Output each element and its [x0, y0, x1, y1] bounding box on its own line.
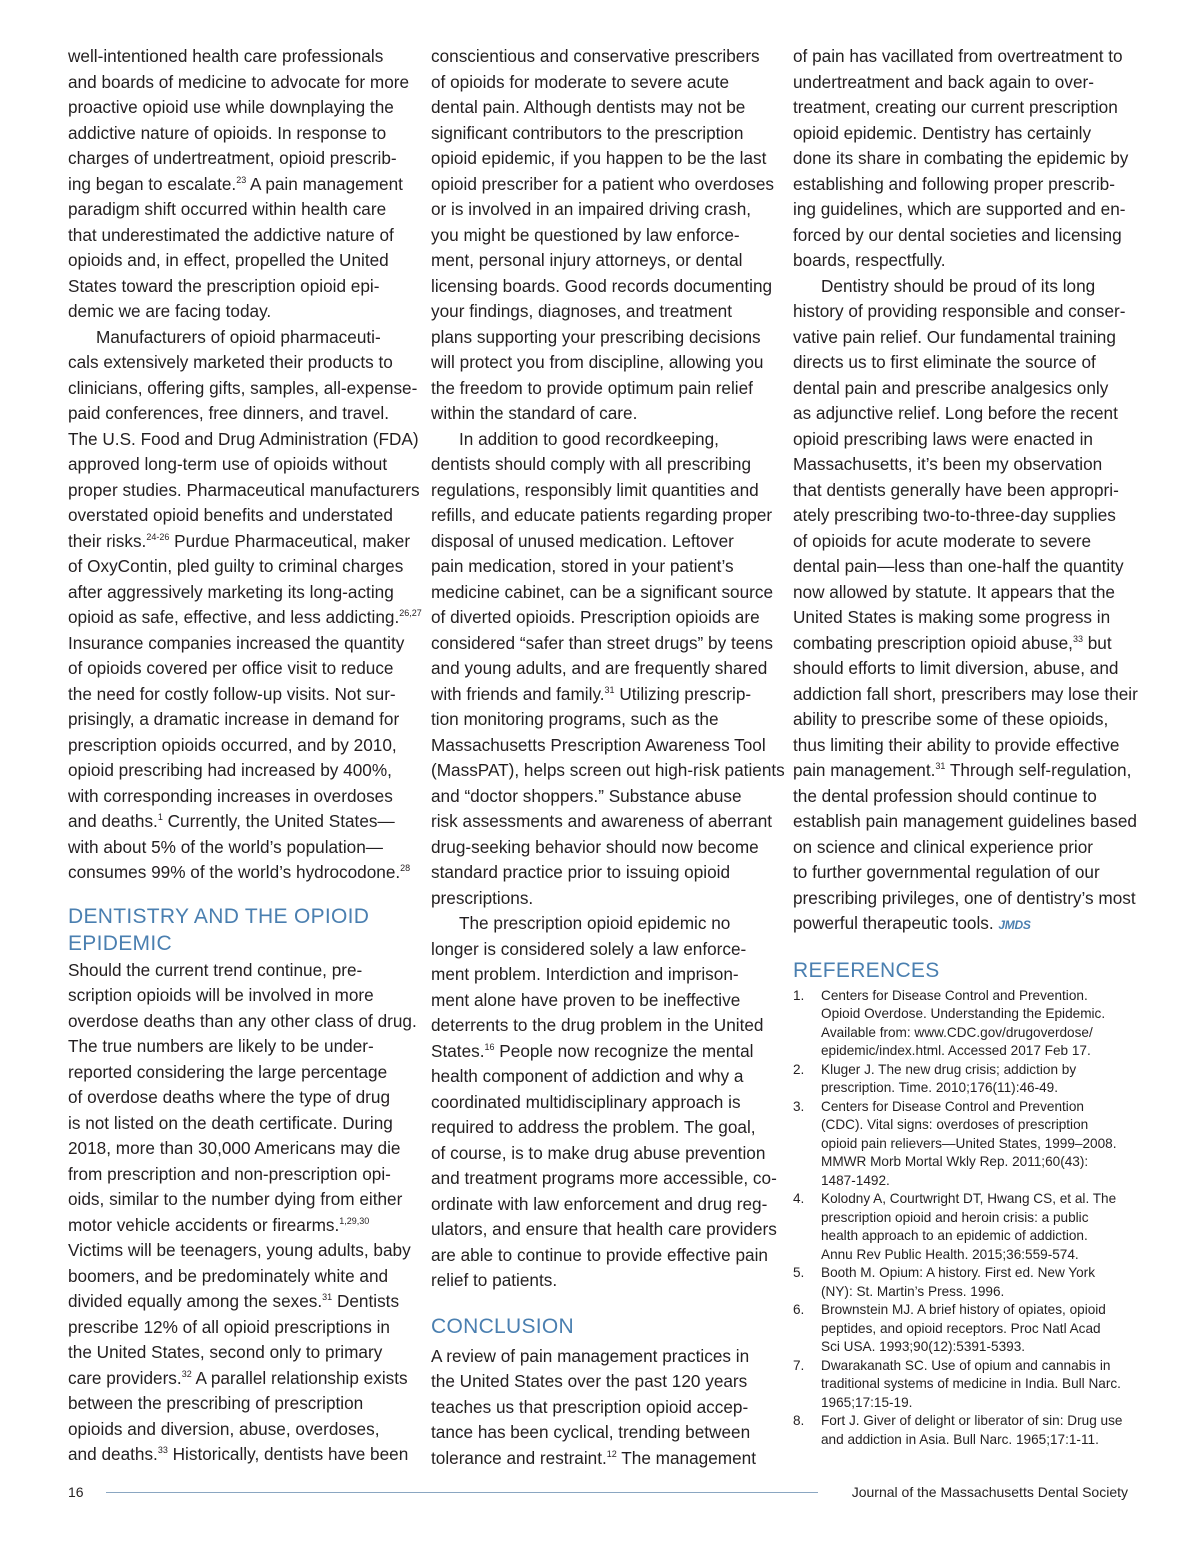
text-line: opioids and, in effect, propelled the United: [68, 250, 389, 270]
reference-line: (CDC). Vital signs: overdoses of prescription: [821, 1117, 1089, 1132]
text-line: to further governmental regulation of our: [793, 862, 1100, 882]
text-line: Victims will be teenagers, young adults, baby: [68, 1240, 411, 1260]
text-line: of pain has vacillated from overtreatment to: [793, 46, 1123, 66]
text-line: should efforts to limit diversion, abuse, and: [793, 658, 1119, 678]
text-line: and deaths.$^1$ Currently, the United States—: [68, 811, 395, 831]
citation: 24-26: [146, 531, 170, 542]
text-line: relief to patients.: [431, 1270, 558, 1290]
text-line: ment alone have proven to be ineffective: [431, 989, 741, 1010]
section-heading: REFERENCES: [793, 958, 940, 982]
text-line: Dentistry should be proud of its long: [821, 275, 1096, 296]
journal-name: Journal of the Massachusetts Dental Society: [851, 1484, 1128, 1500]
text-line: opioid as safe, effective, and less addicting.$^{26,27}$: [68, 607, 422, 627]
text-line: establishing and following proper prescrib-: [793, 173, 1115, 194]
text-line: In addition to good recordkeeping,: [459, 428, 719, 449]
text-line: longer is considered solely a law enforce-: [431, 938, 747, 959]
text-line: your findings, diagnoses, and treatment: [431, 301, 732, 321]
footer-rule: [106, 1492, 818, 1493]
page-footer: [68, 1481, 1128, 1503]
paragraph: [431, 44, 773, 427]
reference-line: Sci USA. 1993;90(12):5391-5393.: [821, 1339, 1026, 1354]
text-line: addiction fall short, prescribers may lose their: [793, 683, 1138, 704]
text-line: boards, respectfully.: [793, 250, 946, 270]
text-line: with about 5% of the world’s population—: [68, 836, 383, 857]
reference-line: prescription. Time. 2010;176(11):46-49.: [821, 1080, 1059, 1095]
text-line: ately prescribing two-to-three-day supplies: [793, 505, 1116, 525]
text-line: (MassPAT), helps screen out high-risk patients: [431, 760, 785, 780]
text-line: licensing boards. Good records documenting: [431, 275, 773, 296]
text-line: health component of addiction and why a: [431, 1066, 744, 1086]
reference-number: 3.: [793, 1098, 805, 1114]
text-line: overdose deaths than any other class of drug.: [68, 1010, 417, 1031]
text-line: approved long-term use of opioids without: [68, 454, 388, 474]
paragraph: [431, 427, 785, 912]
citation: 31: [604, 684, 615, 695]
paragraph: [793, 44, 1135, 274]
text-line: dental pain and prescribe analgesics only: [793, 377, 1109, 398]
text-line: their risks.$^{24-26}$ Purdue Pharmaceutical, maker: [68, 530, 411, 551]
reference-item: [793, 1264, 1135, 1301]
text-line: consumes 99% of the world’s hydrocodone.$^{28}$: [68, 862, 411, 882]
text-line: required to address the problem. The goal,: [431, 1117, 756, 1137]
text-line: refills, and educate patients regarding proper: [431, 505, 773, 525]
text-line: ability to prescribe some of these opioids,: [793, 709, 1109, 729]
text-line: done its share in combating the epidemic by: [793, 148, 1129, 168]
text-line: prescriptions.: [431, 887, 534, 908]
text-line: ing began to escalate.$^{23}$ A pain management: [68, 173, 403, 194]
reference-item: [793, 1190, 1135, 1264]
text-line: of opioids for moderate to severe acute: [431, 71, 730, 92]
paragraph: [68, 44, 410, 325]
reference-line: Centers for Disease Control and Prevention.: [821, 987, 1088, 1003]
text-line: are able to continue to provide effective pain: [431, 1244, 768, 1265]
reference-line: epidemic/index.html. Accessed 2017 Feb 17.: [821, 1043, 1091, 1058]
text-line: of opioids for acute moderate to severe: [793, 530, 1092, 551]
text-line: oids, similar to the number dying from either: [68, 1189, 403, 1209]
text-line: reported considering the large percentage: [68, 1061, 388, 1082]
text-line: ing guidelines, which are supported and en-: [793, 199, 1126, 219]
paragraph: [68, 958, 417, 1468]
text-line: boomers, and be predominately white and: [68, 1265, 389, 1286]
text-line: of course, is to make drug abuse prevention: [431, 1142, 766, 1163]
column-3: [793, 44, 1138, 1449]
text-line: vative pain relief. Our fundamental training: [793, 326, 1116, 347]
citation: 1,29,30: [339, 1215, 370, 1226]
text-line: tolerance and restraint.$^{12}$ The management: [431, 1447, 756, 1468]
text-line: the dental profession should continue to: [793, 785, 1097, 806]
citation: 31: [935, 761, 946, 771]
text-line: powerful therapeutic tools. JMDS: [793, 913, 1031, 933]
reference-item: [793, 987, 1135, 1061]
text-line: opioid prescribing laws were enacted in: [793, 428, 1093, 449]
text-line: dentists should comply with all prescribing: [431, 454, 752, 474]
text-line: prescribe 12% of all opioid prescriptions in: [68, 1316, 390, 1337]
text-line: States.$^{16}$ People now recognize the mental: [431, 1040, 754, 1061]
text-line: pain medication, stored in your patient’s: [431, 556, 734, 576]
text-line: considered “safer than street drugs” by teens: [431, 632, 774, 653]
citation: 32: [181, 1368, 192, 1379]
reference-line: Dwarakanath SC. Use of opium and cannabis in: [821, 1357, 1111, 1373]
text-line: dental pain—less than one-half the quantity: [793, 556, 1124, 576]
text-line: overstated opioid benefits and understated: [68, 505, 393, 525]
text-line: opioids and diversion, abuse, overdoses,: [68, 1418, 380, 1439]
text-line: on science and clinical experience prior: [793, 836, 1093, 857]
text-line: well-intentioned health care professionals: [68, 46, 384, 66]
text-line: of diverted opioids. Prescription opioids are: [431, 607, 760, 627]
text-line: coordinated multidisciplinary approach is: [431, 1091, 741, 1112]
text-line: opioid epidemic. Dentistry has certainly: [793, 122, 1092, 143]
reference-line: 1487-1492.: [821, 1172, 890, 1188]
text-line: tion monitoring programs, such as the: [431, 709, 719, 729]
citation: 33: [157, 1445, 168, 1455]
jmds-end-mark: JMDS: [998, 918, 1031, 932]
text-line: regulations, responsibly limit quantities and: [431, 479, 759, 500]
reference-line: Booth M. Opium: A history. First ed. New York: [821, 1265, 1095, 1280]
text-line: clinicians, offering gifts, samples, all-expense-: [68, 377, 418, 398]
text-line: Insurance companies increased the quantity: [68, 632, 405, 653]
reference-number: 8.: [793, 1413, 805, 1428]
reference-number: 2.: [793, 1061, 805, 1077]
text-line: now allowed by statute. It appears that the: [793, 581, 1115, 602]
text-line: significant contributors to the prescription: [431, 122, 744, 143]
reference-line: Kolodny A, Courtwright DT, Hwang CS, et al. The: [821, 1191, 1117, 1206]
reference-list: [793, 987, 1135, 1450]
text-line: conscientious and conservative prescribers: [431, 46, 760, 66]
reference-line: Kluger J. The new drug crisis; addiction by: [821, 1061, 1077, 1077]
text-line: forced by our dental societies and licensing: [793, 224, 1122, 245]
text-line: 2018, more than 30,000 Americans may die: [68, 1138, 401, 1158]
text-line: The true numbers are likely to be under-: [68, 1036, 374, 1056]
reference-line: Annu Rev Public Health. 2015;36:559-574.: [821, 1246, 1079, 1262]
text-line: establish pain management guidelines based: [793, 811, 1137, 831]
reference-line: Available from: www.CDC.gov/drugoverdose/: [821, 1024, 1093, 1040]
text-line: deterrents to the drug problem in the United: [431, 1015, 764, 1035]
text-line: opioid epidemic, if you happen to be the last: [431, 148, 767, 168]
reference-line: Brownstein MJ. A brief history of opiates, opioid: [821, 1302, 1106, 1317]
text-line: from prescription and non-prescription opi-: [68, 1163, 391, 1184]
text-line: proactive opioid use while downplaying the: [68, 97, 394, 117]
text-line: of overdose deaths where the type of drug: [68, 1087, 390, 1107]
text-line: combating prescription opioid abuse,$^{33}$ but: [793, 632, 1112, 653]
text-line: will protect you from discipline, allowing you: [431, 352, 764, 372]
citation: 12: [606, 1448, 617, 1459]
text-line: divided equally among the sexes.$^{31}$ Dentists: [68, 1291, 400, 1311]
text-line: and young adults, and are frequently shared: [431, 658, 768, 678]
text-line: between the prescribing of prescription: [68, 1393, 364, 1413]
text-line: of OxyContin, pled guilty to criminal charges: [68, 556, 404, 576]
text-line: Should the current trend continue, pre-: [68, 959, 363, 980]
reference-line: 1965;17:15-19.: [821, 1394, 913, 1410]
page-number: 16: [68, 1484, 84, 1500]
text-line: disposal of unused medication. Leftover: [431, 530, 734, 551]
text-line: States toward the prescription opioid epi-: [68, 275, 380, 296]
text-line: directs us to first eliminate the source of: [793, 352, 1096, 372]
text-line: with friends and family.$^{31}$ Utilizing prescrip-: [431, 683, 752, 704]
text-line: of opioids covered per office visit to reduce: [68, 658, 394, 678]
text-line: opioid prescribing had increased by 400%,: [68, 760, 392, 780]
citation: 16: [484, 1041, 495, 1052]
reference-line: and addiction in Asia. Bull Narc. 1965;17:1-11.: [821, 1431, 1099, 1447]
text-line: opioid prescriber for a patient who overdoses: [431, 173, 774, 194]
text-line: A review of pain management practices in: [431, 1345, 750, 1366]
text-line: prescribing privileges, one of dentistry’s most: [793, 887, 1136, 908]
reference-line: opioid pain relievers—United States, 1999–2008.: [821, 1135, 1117, 1151]
text-line: Massachusetts Prescription Awareness Tool: [431, 734, 766, 755]
reference-line: (NY): St. Martin’s Press. 1996.: [821, 1283, 1005, 1299]
text-line: care providers.$^{32}$ A parallel relationship exists: [68, 1367, 408, 1388]
text-line: and “doctor shoppers.” Substance abuse: [431, 785, 742, 806]
text-line: medicine cabinet, can be a significant source: [431, 581, 774, 602]
column-2: [431, 44, 785, 1471]
text-line: undertreatment and back again to over-: [793, 71, 1094, 92]
reference-line: traditional systems of medicine in India. Bull Narc.: [821, 1376, 1121, 1391]
citation: 1: [157, 812, 163, 822]
reference-item: [793, 1357, 1135, 1413]
text-line: standard practice prior to issuing opioid: [431, 862, 731, 882]
text-line: proper studies. Pharmaceutical manufacturers: [68, 479, 420, 500]
text-line: The prescription opioid epidemic no: [459, 913, 731, 933]
paragraph: [431, 1344, 773, 1472]
text-line: within the standard of care.: [431, 403, 638, 423]
citation: 33: [1072, 633, 1083, 644]
text-line: The U.S. Food and Drug Administration (FDA): [68, 428, 419, 449]
text-line: and boards of medicine to advocate for more: [68, 71, 410, 92]
text-line: and deaths.$^{33}$ Historically, dentists have been: [68, 1444, 409, 1464]
text-line: addictive nature of opioids. In response to: [68, 122, 387, 143]
reference-line: Centers for Disease Control and Prevention: [821, 1098, 1084, 1114]
text-line: or is involved in an impaired driving crash,: [431, 199, 752, 219]
reference-number: 5.: [793, 1265, 805, 1280]
text-line: history of providing responsible and conser-: [793, 301, 1126, 321]
text-line: is not listed on the death certificate. During: [68, 1112, 393, 1133]
text-line: paradigm shift occurred within health care: [68, 199, 387, 219]
text-line: Massachusetts, it’s been my observation: [793, 454, 1103, 474]
reference-line: prescription opioid and heroin crisis: a public: [821, 1209, 1089, 1225]
text-line: teaches us that prescription opioid accep-: [431, 1396, 749, 1417]
text-line: the United States over the past 120 years: [431, 1371, 748, 1391]
text-line: the need for costly follow-up visits. Not sur-: [68, 683, 396, 704]
text-line: motor vehicle accidents or firearms.$^{1,29,30}$: [68, 1214, 370, 1235]
reference-line: MMWR Morb Mortal Wkly Rep. 2011;60(43):: [821, 1154, 1089, 1169]
text-line: plans supporting your prescribing decisions: [431, 326, 761, 347]
reference-line: Opioid Overdose. Understanding the Epidemic.: [821, 1006, 1106, 1021]
text-line: paid conferences, free dinners, and travel.: [68, 403, 390, 423]
text-line: the freedom to provide optimum pain relief: [431, 377, 753, 398]
paragraph: [431, 911, 777, 1294]
paragraph: [68, 325, 422, 886]
reference-line: health approach to an epidemic of addiction.: [821, 1228, 1088, 1243]
text-line: Manufacturers of opioid pharmaceuti-: [96, 326, 381, 347]
text-line: the United States, second only to primary: [68, 1342, 383, 1362]
section-heading: CONCLUSION: [431, 1314, 575, 1338]
citation: 28: [400, 863, 411, 873]
text-line: with corresponding increases in overdoses: [68, 785, 393, 806]
text-line: demic we are facing today.: [68, 301, 272, 321]
text-line: ulators, and ensure that health care providers: [431, 1219, 777, 1239]
text-line: and treatment programs more accessible, co-: [431, 1168, 777, 1188]
text-line: drug-seeking behavior should now become: [431, 836, 759, 857]
column-1: [68, 44, 422, 1468]
citation: 26,27: [399, 608, 422, 618]
text-line: charges of undertreatment, opioid prescrib-: [68, 148, 397, 168]
text-line: ment problem. Interdiction and imprison-: [431, 964, 739, 984]
text-line: ordinate with law enforcement and drug reg-: [431, 1193, 768, 1214]
reference-number: 7.: [793, 1357, 805, 1373]
reference-item: [793, 1061, 1135, 1098]
section-heading: DENTISTRY AND THE OPIOID EPIDEMIC: [68, 904, 370, 955]
reference-item: [793, 1412, 1135, 1449]
citation: 31: [322, 1292, 333, 1302]
text-line: after aggressively marketing its long-acting: [68, 581, 394, 602]
text-line: as adjunctive relief. Long before the recent: [793, 403, 1118, 423]
reference-item: [793, 1098, 1135, 1191]
text-line: that dentists generally have been appropri-: [793, 479, 1119, 500]
reference-number: 4.: [793, 1191, 805, 1206]
text-line: risk assessments and awareness of aberrant: [431, 811, 773, 831]
text-line: that underestimated the addictive nature of: [68, 224, 394, 245]
text-line: dental pain. Although dentists may not be: [431, 97, 746, 117]
reference-number: 6.: [793, 1302, 805, 1317]
text-line: prescription opioids occurred, and by 2010,: [68, 734, 397, 755]
text-line: treatment, creating our current prescription: [793, 97, 1118, 117]
reference-number: 1.: [793, 987, 805, 1003]
text-line: United States is making some progress in: [793, 607, 1111, 627]
reference-item: [793, 1301, 1135, 1357]
text-line: you might be questioned by law enforce-: [431, 224, 740, 245]
text-line: pain management.$^{31}$ Through self-regulation,: [793, 760, 1132, 780]
text-line: scription opioids will be involved in more: [68, 985, 374, 1005]
reference-line: Fort J. Giver of delight or liberator of sin: Drug use: [821, 1413, 1123, 1428]
paragraph: [793, 274, 1138, 939]
citation: 23: [236, 174, 247, 185]
reference-line: peptides, and opioid receptors. Proc Natl Acad: [821, 1320, 1101, 1336]
text-line: thus limiting their ability to provide effective: [793, 734, 1120, 755]
text-line: ment, personal injury attorneys, or dental: [431, 250, 743, 270]
text-line: tance has been cyclical, trending between: [431, 1422, 751, 1442]
text-line: cals extensively marketed their products to: [68, 352, 393, 372]
text-line: prisingly, a dramatic increase in demand for: [68, 709, 400, 729]
